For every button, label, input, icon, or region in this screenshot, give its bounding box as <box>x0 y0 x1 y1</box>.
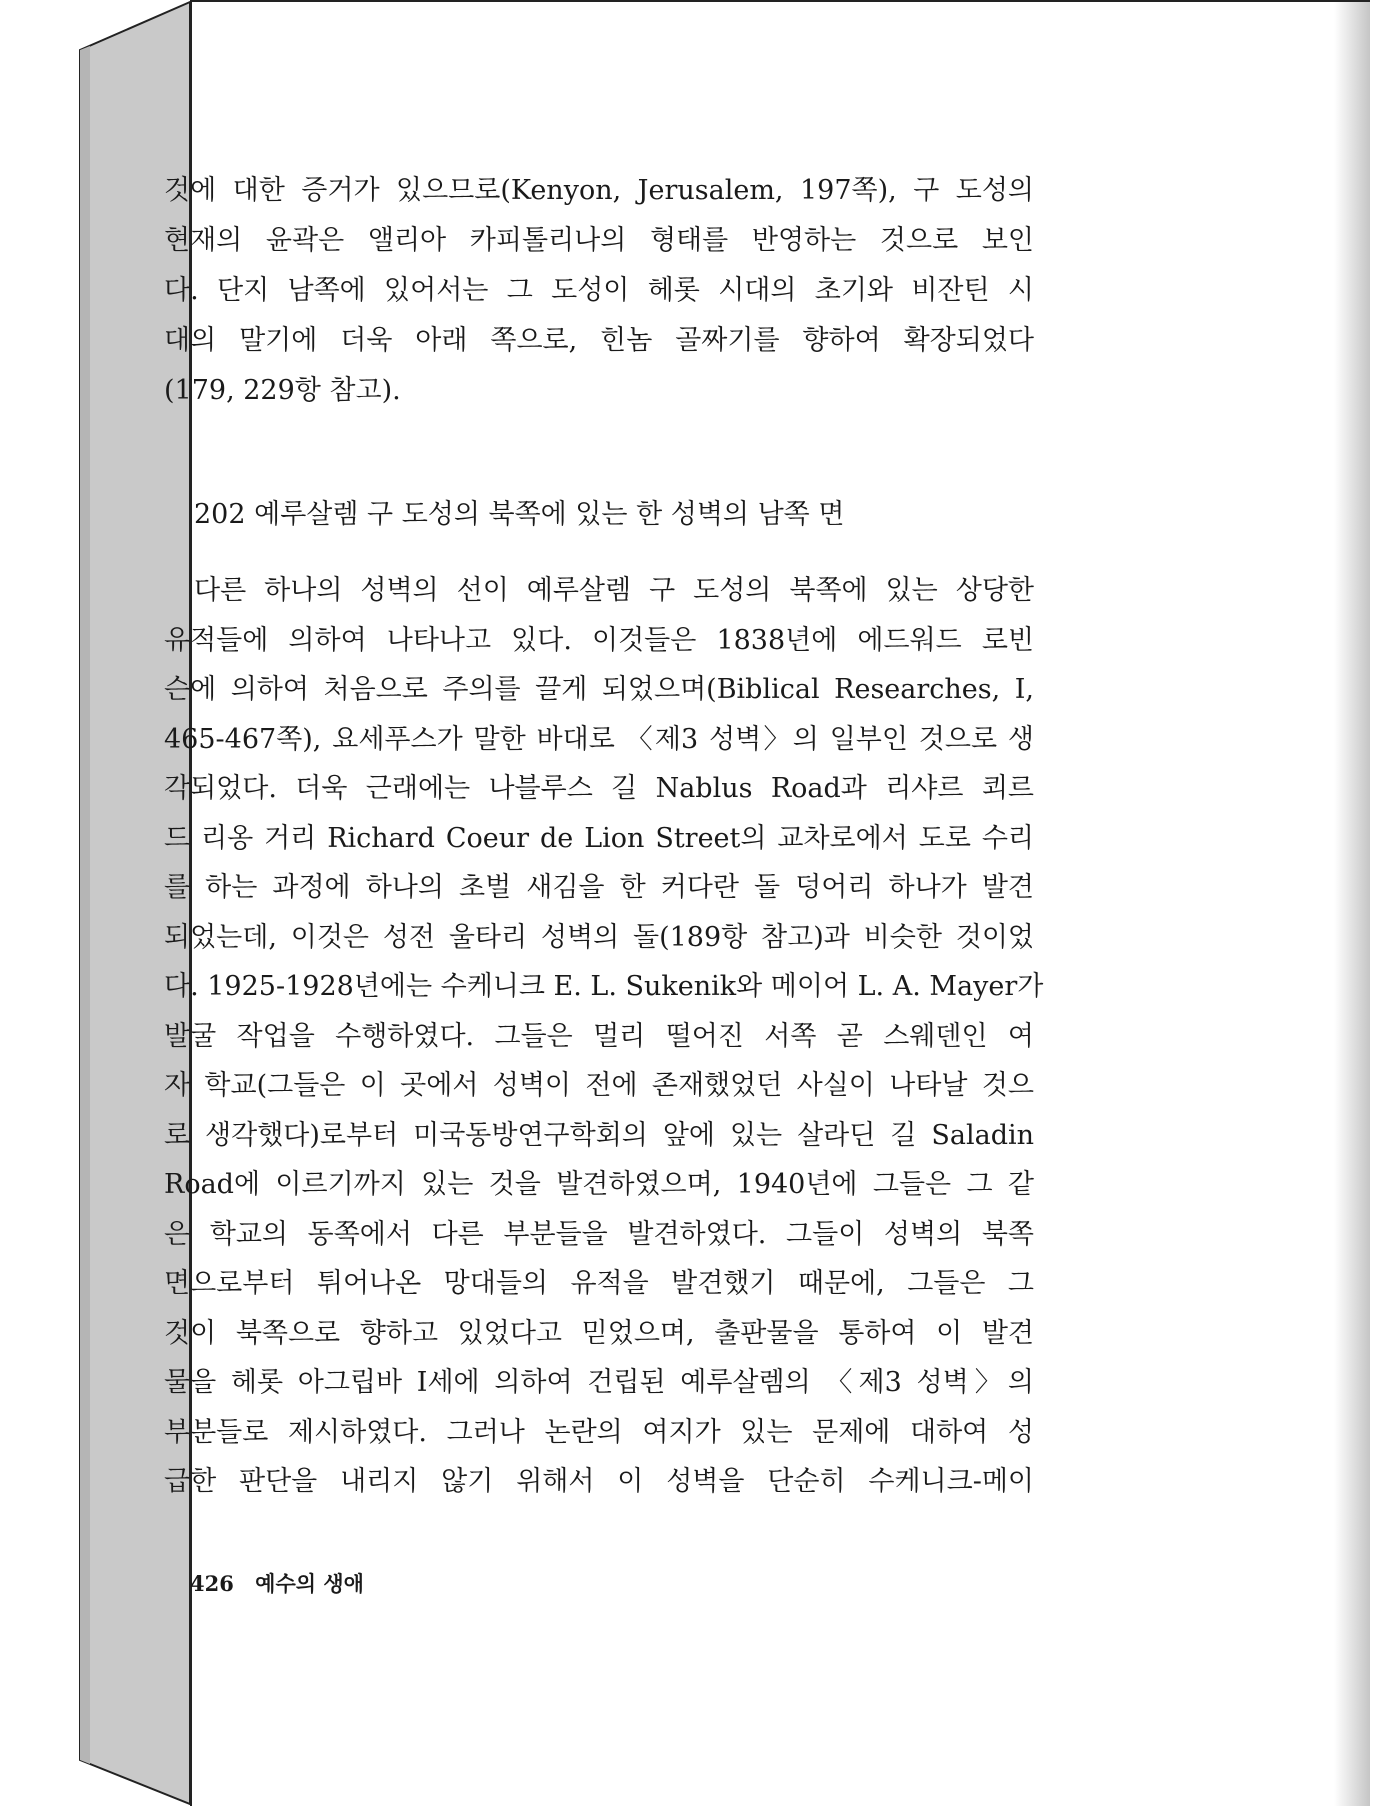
paragraph-2 <box>164 566 1044 1507</box>
page-number: 426 <box>190 1571 234 1596</box>
text-line: 다. 단지 남쪽에 있어서는 그 도성이 헤롯 시대의 초기와 비잔틴 시 <box>164 275 1034 306</box>
text-line: 발굴 작업을 수행하였다. 그들은 멀리 떨어진 서쪽 곧 스웨덴인 여 <box>164 1020 1034 1052</box>
text-line: 되었는데, 이것은 성전 울타리 성벽의 돌(189항 참고)과 비슷한 것이었 <box>164 921 1034 953</box>
text-line: 것이 북쪽으로 향하고 있었다고 믿었으며, 출판물을 통하여 이 발견 <box>164 1317 1034 1349</box>
text-line: Road에 이르기까지 있는 것을 발견하였으며, 1940년에 그들은 그 같 <box>164 1169 1034 1200</box>
text-line: 대의 말기에 더욱 아래 쪽으로, 힌놈 골짜기를 향하여 확장되었다 <box>164 325 1034 356</box>
text-line: 은 학교의 동쪽에서 다른 부분들을 발견하였다. 그들이 성벽의 북쪽 <box>164 1218 1034 1250</box>
text-line: 자 학교(그들은 이 곳에서 성벽이 전에 존재했었던 사실이 나타날 것으 <box>164 1070 1034 1101</box>
text-line: 현재의 윤곽은 앨리아 카피톨리나의 형태를 반영하는 것으로 보인 <box>164 225 1034 256</box>
text-line: (179, 229항 참고). <box>164 375 401 406</box>
text-line: 드 리옹 거리 Richard Coeur de Lion Street의 교차로에서 도로 수리 <box>164 822 1034 854</box>
text-line: 다. 1925-1928년에는 수케니크 E. L. Sukenik와 메이어 L. A. Mayer가 <box>164 971 1044 1002</box>
text-line: 슨에 의하여 처음으로 주의를 끌게 되었으며(Biblical Researches, I, <box>164 674 1034 705</box>
text-line: 면으로부터 튀어나온 망대들의 유적을 발견했기 때문에, 그들은 그 <box>164 1268 1034 1299</box>
text-line: 465-467쪽), 요세푸스가 말한 바대로 〈제3 성벽〉의 일부인 것으로 생 <box>164 723 1034 755</box>
text-line: 다른 하나의 성벽의 선이 예루살렘 구 도성의 북쪽에 있는 상당한 <box>194 575 1034 606</box>
page-footer <box>190 1568 364 1598</box>
section-heading: 202 예루살렘 구 도성의 북쪽에 있는 한 성벽의 남쪽 면 <box>194 499 845 530</box>
text-line: 로 생각했다)로부터 미국동방연구학회의 앞에 있는 살라딘 길 Saladin <box>164 1119 1034 1151</box>
text-line: 부분들로 제시하였다. 그러나 논란의 여지가 있는 문제에 대하여 성 <box>164 1416 1034 1448</box>
running-title: 예수의 생애 <box>255 1571 364 1596</box>
text-line: 유적들에 의하여 나타나고 있다. 이것들은 1838년에 에드워드 로빈 <box>164 624 1035 656</box>
text-line: 각되었다. 더욱 근래에는 나블루스 길 Nablus Road과 리샤르 쾨르 <box>164 773 1034 804</box>
paragraph-1 <box>164 166 1034 416</box>
text-line: 것에 대한 증거가 있으므로(Kenyon, Jerusalem, 197쪽), 구 도성의 <box>164 175 1034 206</box>
text-line: 물을 헤롯 아그립바 I세에 의하여 건립된 예루살렘의 〈제3 성벽〉의 <box>164 1367 1034 1398</box>
text-line: 를 하는 과정에 하나의 초벌 새김을 한 커다란 돌 덩어리 하나가 발견 <box>164 872 1034 903</box>
page-edge-shadow <box>1334 2 1370 1806</box>
text-line: 급한 판단을 내리지 않기 위해서 이 성벽을 단순히 수케니크-메이 <box>164 1466 1034 1497</box>
